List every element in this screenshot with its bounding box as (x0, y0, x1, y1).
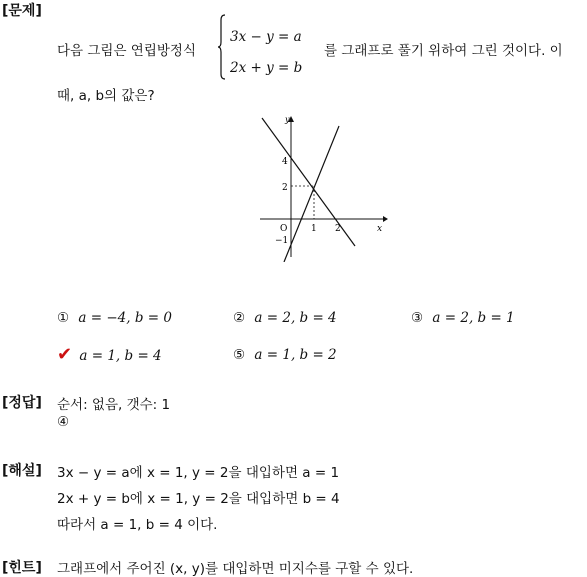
choice-1-text: a = −4, b = 0 (78, 310, 172, 326)
choice-2-text: a = 2, b = 4 (254, 310, 337, 326)
x-axis-label: x (377, 224, 383, 234)
choice-3-text: a = 2, b = 1 (432, 310, 515, 326)
equation-1: 3x − y = a (230, 29, 302, 45)
linear-graph (255, 112, 390, 262)
hint-tag: [힌트] (2, 560, 42, 576)
choice-5-text: a = 1, b = 2 (254, 347, 337, 363)
problem-tag: [문제] (2, 3, 42, 19)
choice-2-number: ② (233, 310, 246, 326)
problem-text-line1-end: 를 그래프로 풀기 위하여 그린 것이다. 이 (324, 43, 563, 59)
hint-text: 그래프에서 주어진 (x, y)를 대입하면 미지수를 구할 수 있다. (57, 561, 414, 577)
answer-line2: ④ (57, 414, 70, 430)
explanation-line3: 따라서 a = 1, b = 4 이다. (57, 517, 218, 533)
explanation-tag: [해설] (2, 463, 42, 479)
line-2x-plus-y (262, 118, 355, 246)
choice-1-number: ① (57, 310, 70, 326)
x-tick-2: 2 (335, 224, 341, 234)
problem-text-line2: 때, a, b의 값은? (57, 88, 155, 104)
choice-4[interactable] (57, 344, 162, 365)
answer-line1: 순서: 없음, 갯수: 1 (57, 397, 171, 413)
choice-3-number: ③ (411, 310, 424, 326)
origin-label: O (280, 224, 288, 234)
check-mark-icon: ✔ (57, 344, 73, 365)
x-tick-1: 1 (311, 224, 317, 234)
y-axis-label: y (285, 115, 290, 124)
answer-tag: [정답] (2, 395, 42, 411)
problem-text-line1: 다음 그림은 연립방정식 (57, 43, 196, 59)
choice-2[interactable] (233, 310, 337, 326)
line-3x-minus-y (284, 126, 339, 262)
equation-2: 2x + y = b (230, 60, 303, 76)
choice-3[interactable] (411, 310, 515, 326)
y-tick-neg1: −1 (275, 236, 289, 246)
x-axis-arrow (383, 216, 388, 222)
choice-5[interactable] (233, 347, 337, 363)
explanation-line1: 3x − y = a에 x = 1, y = 2을 대입하면 a = 1 (57, 465, 340, 481)
system-brace (218, 14, 226, 80)
y-tick-4: 4 (282, 157, 288, 167)
choice-1[interactable] (57, 310, 172, 326)
choice-4-text: a = 1, b = 4 (79, 348, 162, 364)
y-tick-2: 2 (282, 183, 288, 193)
explanation-line2: 2x + y = b에 x = 1, y = 2을 대입하면 b = 4 (57, 491, 340, 507)
choice-5-number: ⑤ (233, 347, 246, 363)
